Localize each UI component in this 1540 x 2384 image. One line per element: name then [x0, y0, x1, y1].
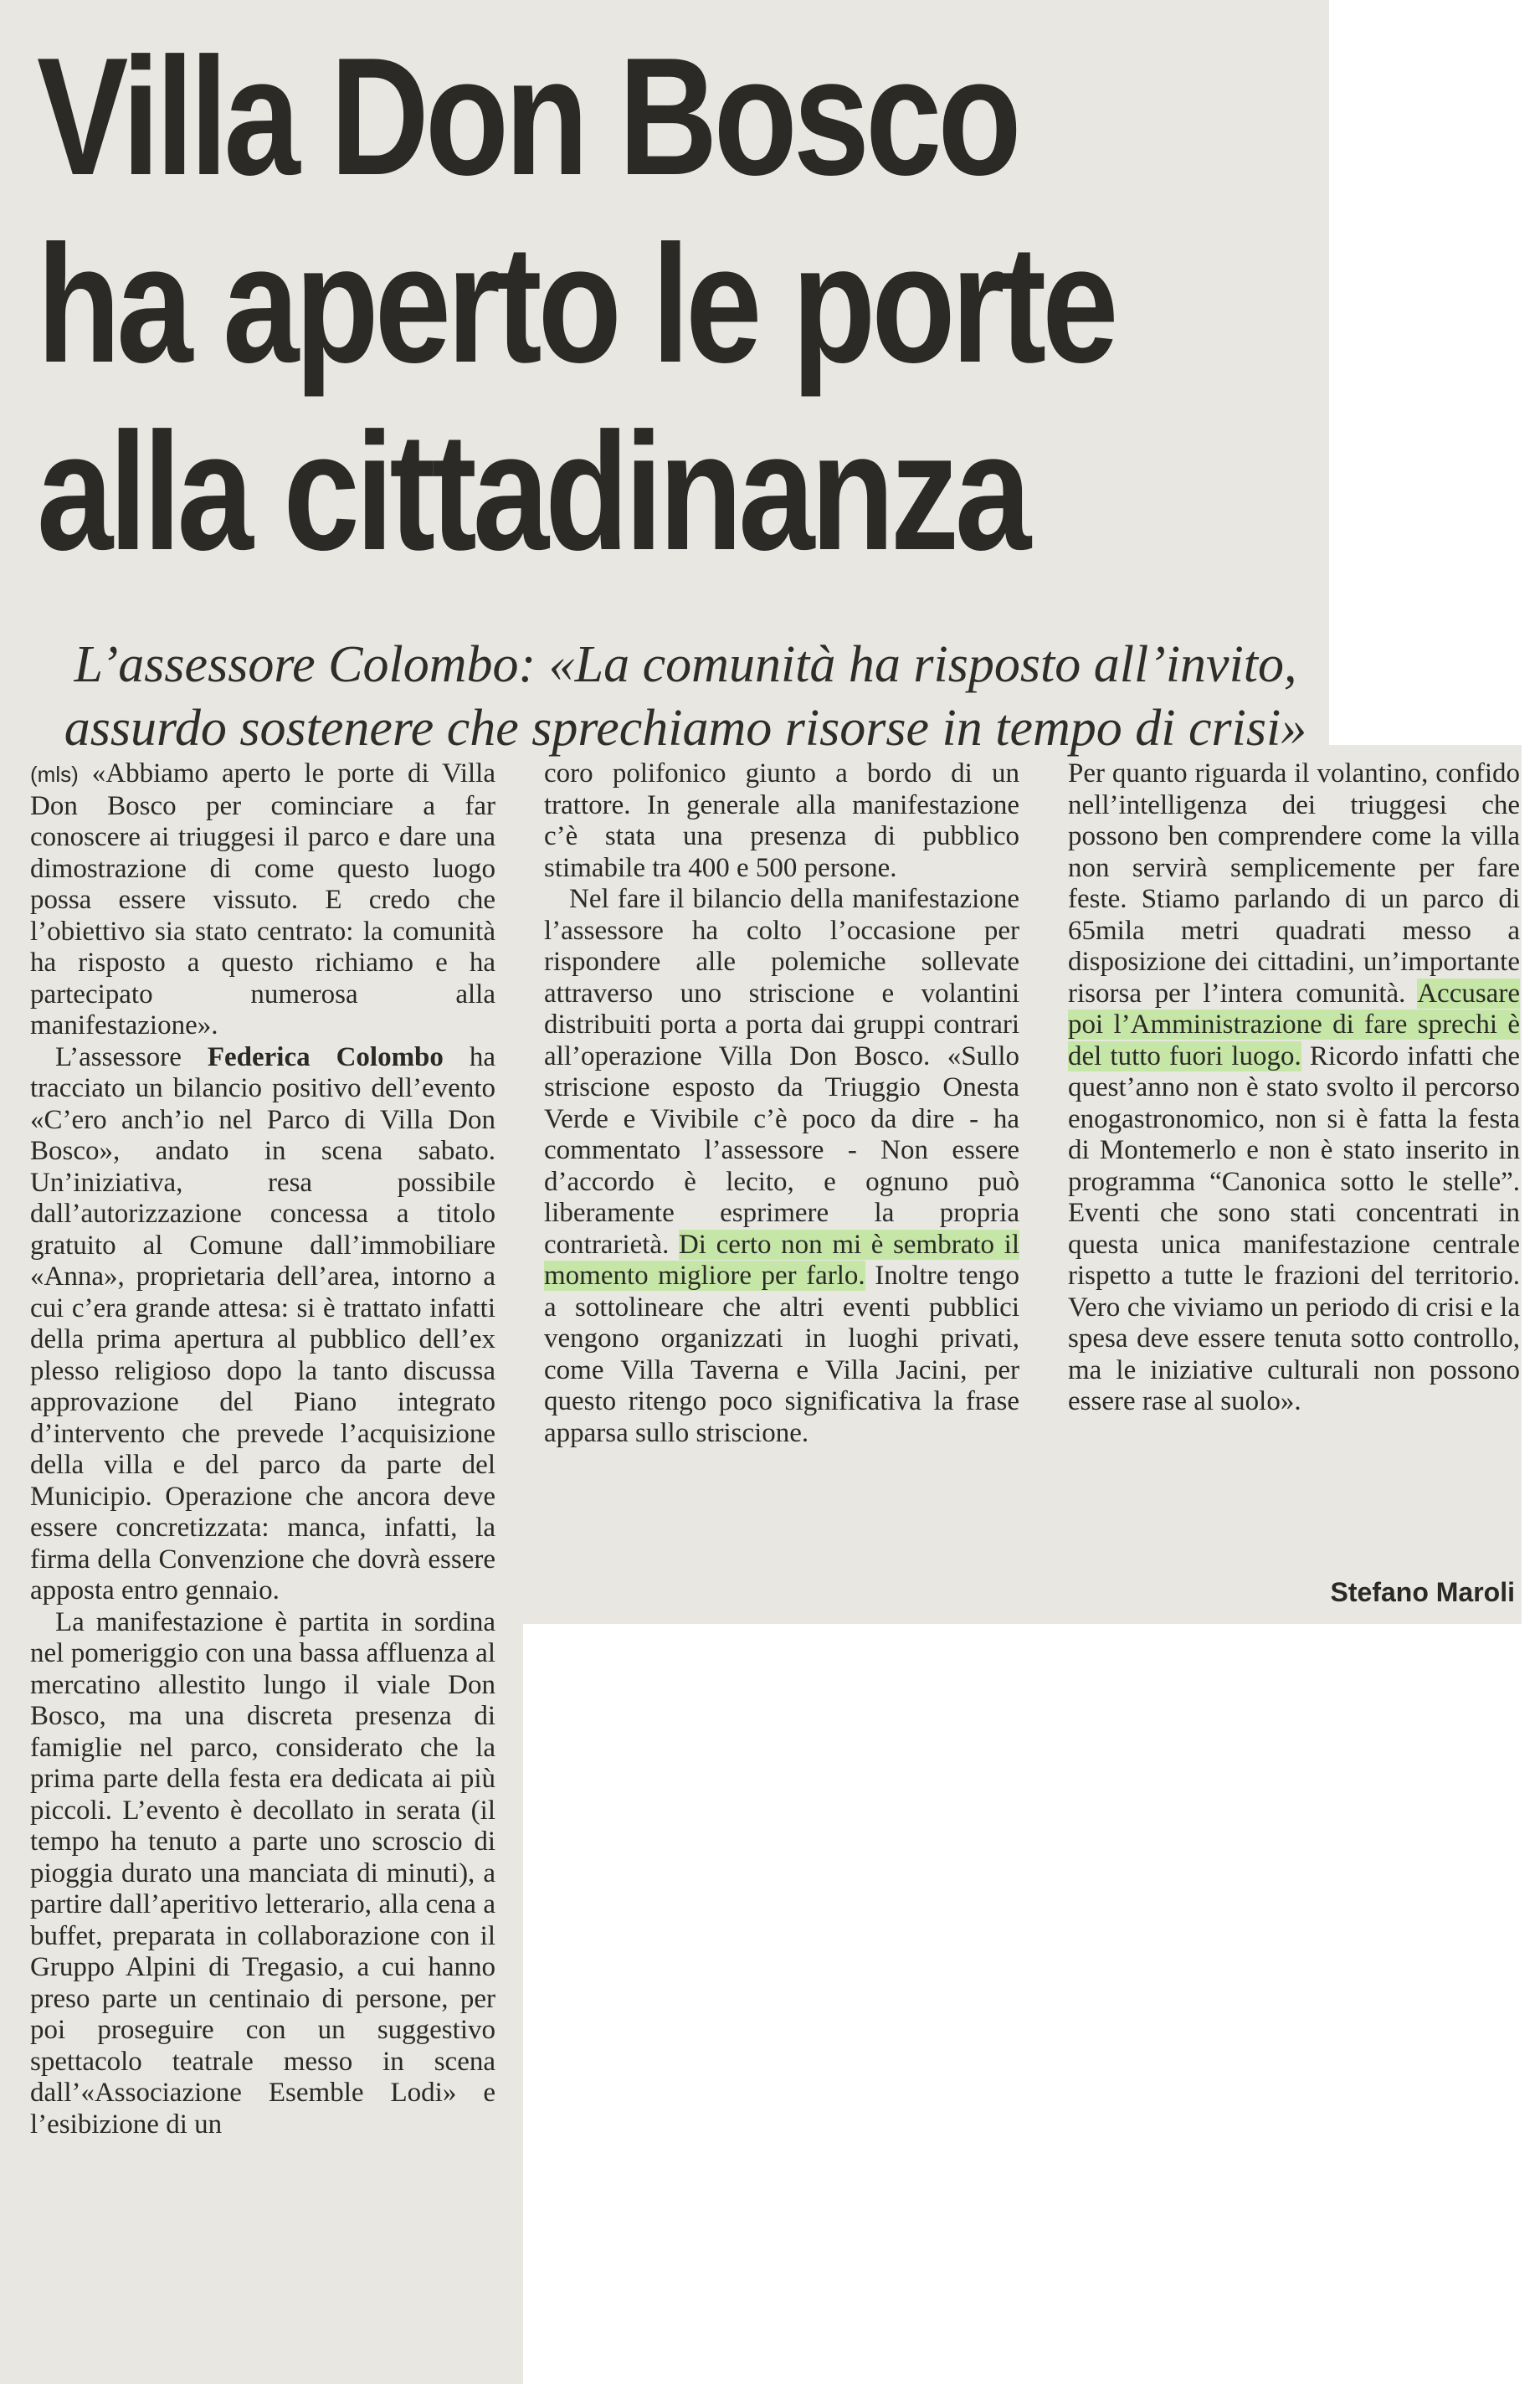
- article-column-2: [544, 758, 1019, 1449]
- highlighted-text: Accusare poi l’Amministrazione di fare sprechi è del tutto fuori luogo.: [1068, 978, 1520, 1071]
- headline-line-3: alla cittadinanza: [37, 398, 1028, 585]
- paragraph-text: La manifestazione è partita in sordina nel pomeriggio con una bassa affluenza al mercatino allestito lungo il viale Don Bosco, ma una discreta presenza di famiglie nel parco, considerato che la prima parte della festa era dedicata ai più piccoli. L’evento è decollato in serata (il tempo ha tenuto a parte uno scroscio di pioggia durato una manciata di minuti), a partire dall’aperitivo letterario, alla cena a buffet, preparata in collaborazione con il Gruppo Alpini di Tregasio, a cui hanno preso parte un centinaio di persone, per poi proseguire con un suggestivo spettacolo teatrale messo in scena dall’«Associazione Esemble Lodi» e l’esibizione di un: [30, 1606, 495, 2140]
- paragraph-text: Per quanto riguarda il volantino, confido nell’intelligenza dei triuggesi che possono ben comprendere come la villa non servirà semplicemente per fare feste. Stiamo parlando di un parco di 65mila metri quadrati messo a disposizione dei cittadini, un’importante risorsa per l’intera comunità.: [1068, 758, 1520, 1009]
- article-column-1: [30, 758, 495, 2140]
- author-tag: (mls): [30, 762, 79, 787]
- paragraph-text: Nel fare il bilancio della manifestazione l’assessore ha colto l’occasione per rispondere alle polemiche sollevate attraverso uno striscione e volantini distribuiti porta a porta dai gruppi contrari all’operazione Villa Don Bosco. «Sullo striscione esposto da Triuggio Onesta Verde e Vivibile c’è poco da dire - ha commentato l’assessore - Non essere d’accordo è lecito, e ognuno può liberamente esprimere la propria contrarietà.: [544, 884, 1019, 1260]
- subtitle-line-1: L’assessore Colombo: «La comunità ha risposto all’invito,: [74, 636, 1297, 693]
- subtitle: [54, 633, 1317, 760]
- paragraph-text: «Abbiamo aperto le porte di Villa Don Bosco per cominciare a far conoscere ai triuggesi il parco e dare una dimostrazione di come questo luogo possa essere vissuto. E credo che l’obiettivo sia stato centrato: la comunità ha risposto a questo richiamo e ha partecipato numerosa alla manifestazione».: [30, 758, 496, 1040]
- paragraph: [30, 1042, 495, 1607]
- paragraph-text: Inoltre tengo a sottolineare che altri eventi pubblici vengono organizzati in luoghi privati, come Villa Taverna e Villa Jacini, per questo ritengo poco significativa la frase apparsa sullo striscione.: [544, 1261, 1019, 1448]
- author-signature: Stefano Maroli: [1330, 1577, 1515, 1607]
- article-column-3: [1068, 758, 1520, 1418]
- headline: [37, 23, 1317, 586]
- highlighted-text: Di certo non mi è sembrato il momento migliore per farlo.: [544, 1229, 1019, 1291]
- paragraph: [544, 758, 1019, 884]
- paragraph-text: coro polifonico giunto a bordo di un trattore. In generale alla manifestazione c’è stata una presenza di pubblico stimabile tra 400 e 500 persone.: [544, 758, 1019, 883]
- paragraph-text: Ricordo infatti che quest’anno non è stato svolto il percorso enogastronomico, non si è fatta la festa di Montemerlo e non è stato inserito in programma “Canonica sotto le stelle”. Eventi che sono stati concentrati in questa unica manifestazione centrale rispetto a tutte le frazioni del territorio. Vero che viviamo un periodo di crisi e la spesa deve essere tenuta sotto controllo, ma le iniziative culturali non possono essere rase al suolo».: [1068, 1040, 1521, 1416]
- headline-line-2: ha aperto le porte: [37, 211, 1115, 398]
- subtitle-line-2: assurdo sostenere che sprechiamo risorse in tempo di crisi»: [64, 700, 1307, 757]
- paragraph-text: L’assessore: [55, 1041, 182, 1072]
- paragraph: [544, 884, 1019, 1449]
- paragraph: [30, 1607, 495, 2141]
- paragraph-text: ha tracciato un bilancio positivo dell’evento «C’ero anch’io nel Parco di Villa Don Bosco», andato in scena sabato. Un’iniziativa, resa possibile dall’autorizzazione concessa a titolo gratuito al Comune dall’immobiliare «Anna», proprietaria dell’area, intorno a cui c’era grande attesa: si è trattato infatti della prima apertura al pubblico dell’ex plesso religioso dopo la tanto discussa approvazione del Piano integrato d’intervento che prevede l’acquisizione della villa e del parco da parte del Municipio. Operazione che ancora deve essere concretizzata: manca, infatti, la firma della Convenzione che dovrà essere apposta entro gennaio.: [30, 1041, 495, 1606]
- paragraph: [1068, 758, 1520, 1418]
- headline-line-1: Villa Don Bosco: [37, 23, 1018, 210]
- paragraph: [30, 758, 495, 1042]
- person-name: Federica Colombo: [207, 1041, 444, 1072]
